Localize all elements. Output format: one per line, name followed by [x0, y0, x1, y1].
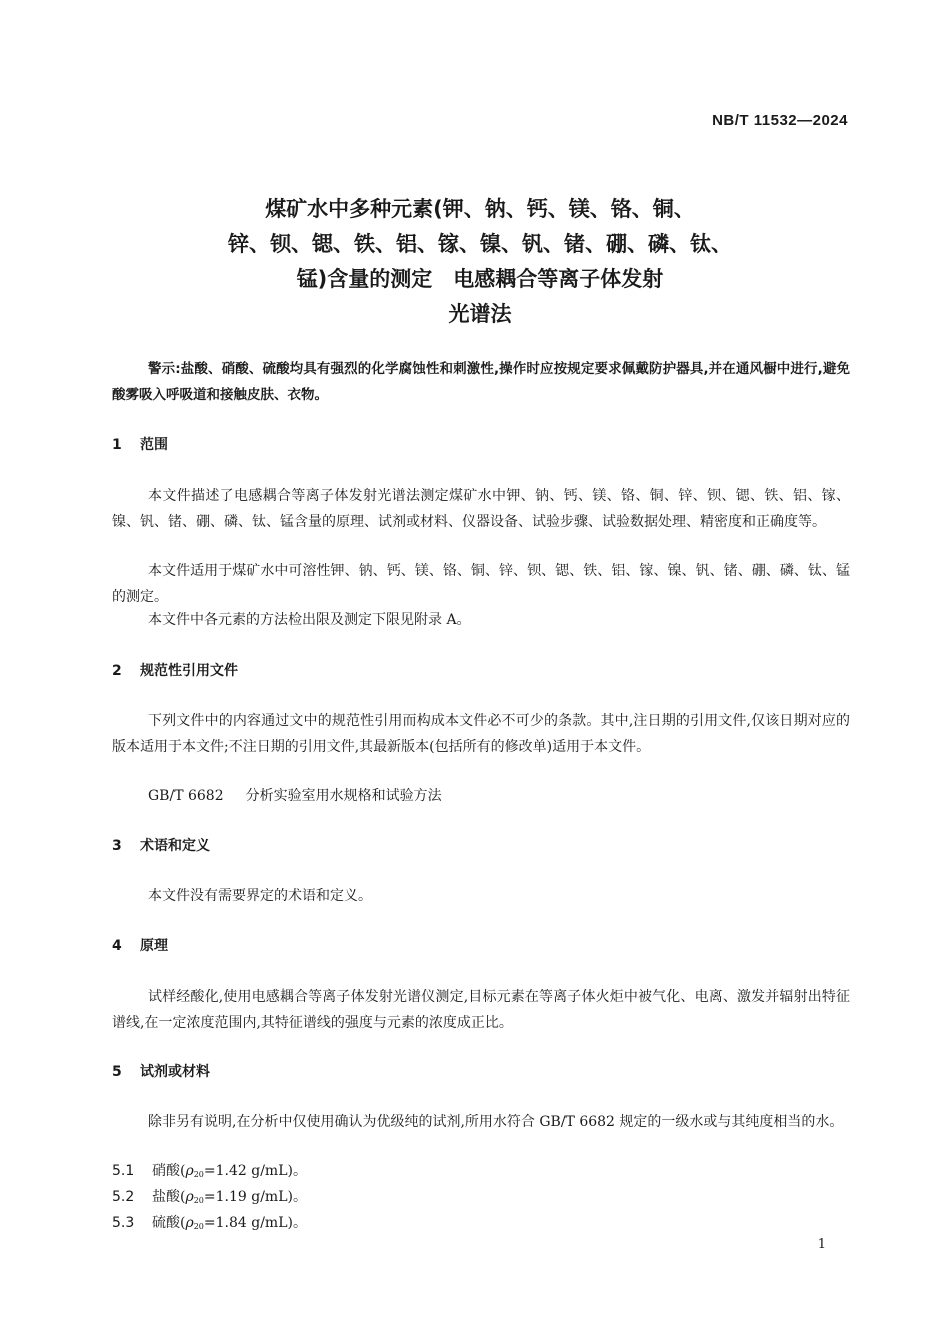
page-number: 1 — [817, 1237, 826, 1252]
title-line: 光谱法 — [448, 302, 512, 326]
warning-note: 警示:盐酸、硝酸、硫酸均具有强烈的化学腐蚀性和刺激性,操作时应按规定要求佩戴防护器具,并在通风橱中进行,避免酸雾吸入呼吸道和接触皮肤、衣物。 — [112, 361, 850, 403]
section-number: 4 — [112, 938, 122, 954]
normative-reference — [148, 785, 442, 805]
paragraph: 本文件适用于煤矿水中可溶性钾、钠、钙、镁、铬、铜、锌、钡、锶、铁、铝、镓、镍、钒、锗、硼、磷、钛、锰的测定。 — [112, 563, 850, 605]
section-number: 2 — [112, 663, 122, 679]
density-subscript: 20 — [193, 1170, 204, 1179]
density-subscript: 20 — [193, 1222, 204, 1231]
paragraph: 除非另有说明,在分析中仅使用确认为优级纯的试剂,所用水符合 GB/T 6682 规定的一级水或与其纯度相当的水。 — [148, 1114, 844, 1130]
density-symbol: ρ — [185, 1163, 194, 1179]
reagent-name: 硝酸 — [152, 1163, 180, 1179]
paragraph: 试样经酸化,使用电感耦合等离子体发射光谱仪测定,目标元素在等离子体火炬中被气化、电离、激发并辐射出特征谱线,在一定浓度范围内,其特征谱线的强度与元素的浓度成正比。 — [112, 989, 850, 1031]
section-title: 范围 — [140, 437, 168, 453]
section-heading-scope — [112, 434, 168, 454]
section-number: 3 — [112, 838, 122, 854]
section-heading-normative-references — [112, 660, 238, 680]
section-number: 1 — [112, 437, 122, 453]
section-title: 规范性引用文件 — [140, 663, 238, 679]
reagent-name: 硫酸 — [152, 1215, 180, 1231]
item-number: 5.3 — [112, 1215, 135, 1231]
document-title — [100, 192, 860, 332]
section-heading-principle — [112, 935, 168, 955]
item-number: 5.1 — [112, 1163, 135, 1179]
paragraph: 本文件描述了电感耦合等离子体发射光谱法测定煤矿水中钾、钠、钙、镁、铬、铜、锌、钡、锶、铁、铝、镓、镍、钒、锗、硼、磷、钛、锰含量的原理、试剂或材料、仪器设备、试验步骤、试验数据处理、精密度和正确度等。 — [112, 488, 850, 530]
title-line: 煤矿水中多种元素(钾、钠、钙、镁、铬、铜、 — [265, 197, 695, 221]
section-number: 5 — [112, 1064, 122, 1080]
paragraph: 下列文件中的内容通过文中的规范性引用而构成本文件必不可少的条款。其中,注日期的引用文件,仅该日期对应的版本适用于本文件;不注日期的引用文件,其最新版本(包括所有的修改单)适用于本文件。 — [112, 713, 850, 755]
item-number: 5.2 — [112, 1189, 135, 1205]
density-subscript: 20 — [193, 1196, 204, 1205]
section-title: 原理 — [140, 938, 168, 954]
reagent-item: 5.1 硝酸($\rho_{20}=1.42$ g/mL)。 — [112, 1163, 307, 1179]
title-line: 锌、钡、锶、铁、铝、镓、镍、钒、锗、硼、磷、钛、 — [228, 232, 732, 256]
density-symbol: ρ — [185, 1189, 194, 1205]
density-value: =1.42 g/mL)。 — [203, 1163, 307, 1179]
section-title: 术语和定义 — [140, 838, 210, 854]
reagent-name: 盐酸 — [152, 1189, 180, 1205]
reagent-item: 5.3 硫酸($\rho_{20}=1.84$ g/mL)。 — [112, 1215, 307, 1231]
reference-code: GB/T 6682 — [148, 788, 224, 804]
section-heading-terms — [112, 835, 210, 855]
section-title: 试剂或材料 — [140, 1064, 210, 1080]
density-value: =1.19 g/mL)。 — [203, 1189, 307, 1205]
title-line: 锰)含量的测定 电感耦合等离子体发射 — [296, 267, 664, 291]
section-heading-reagents — [112, 1061, 210, 1081]
paragraph: 本文件中各元素的方法检出限及测定下限见附录 A。 — [148, 612, 471, 628]
reagent-item: 5.2 盐酸($\rho_{20}=1.19$ g/mL)。 — [112, 1189, 307, 1205]
reference-title: 分析实验室用水规格和试验方法 — [245, 788, 442, 804]
standard-number: NB/T 11532—2024 — [712, 112, 848, 129]
paragraph: 本文件没有需要界定的术语和定义。 — [148, 888, 372, 904]
density-value: =1.84 g/mL)。 — [203, 1215, 307, 1231]
density-symbol: ρ — [185, 1215, 194, 1231]
